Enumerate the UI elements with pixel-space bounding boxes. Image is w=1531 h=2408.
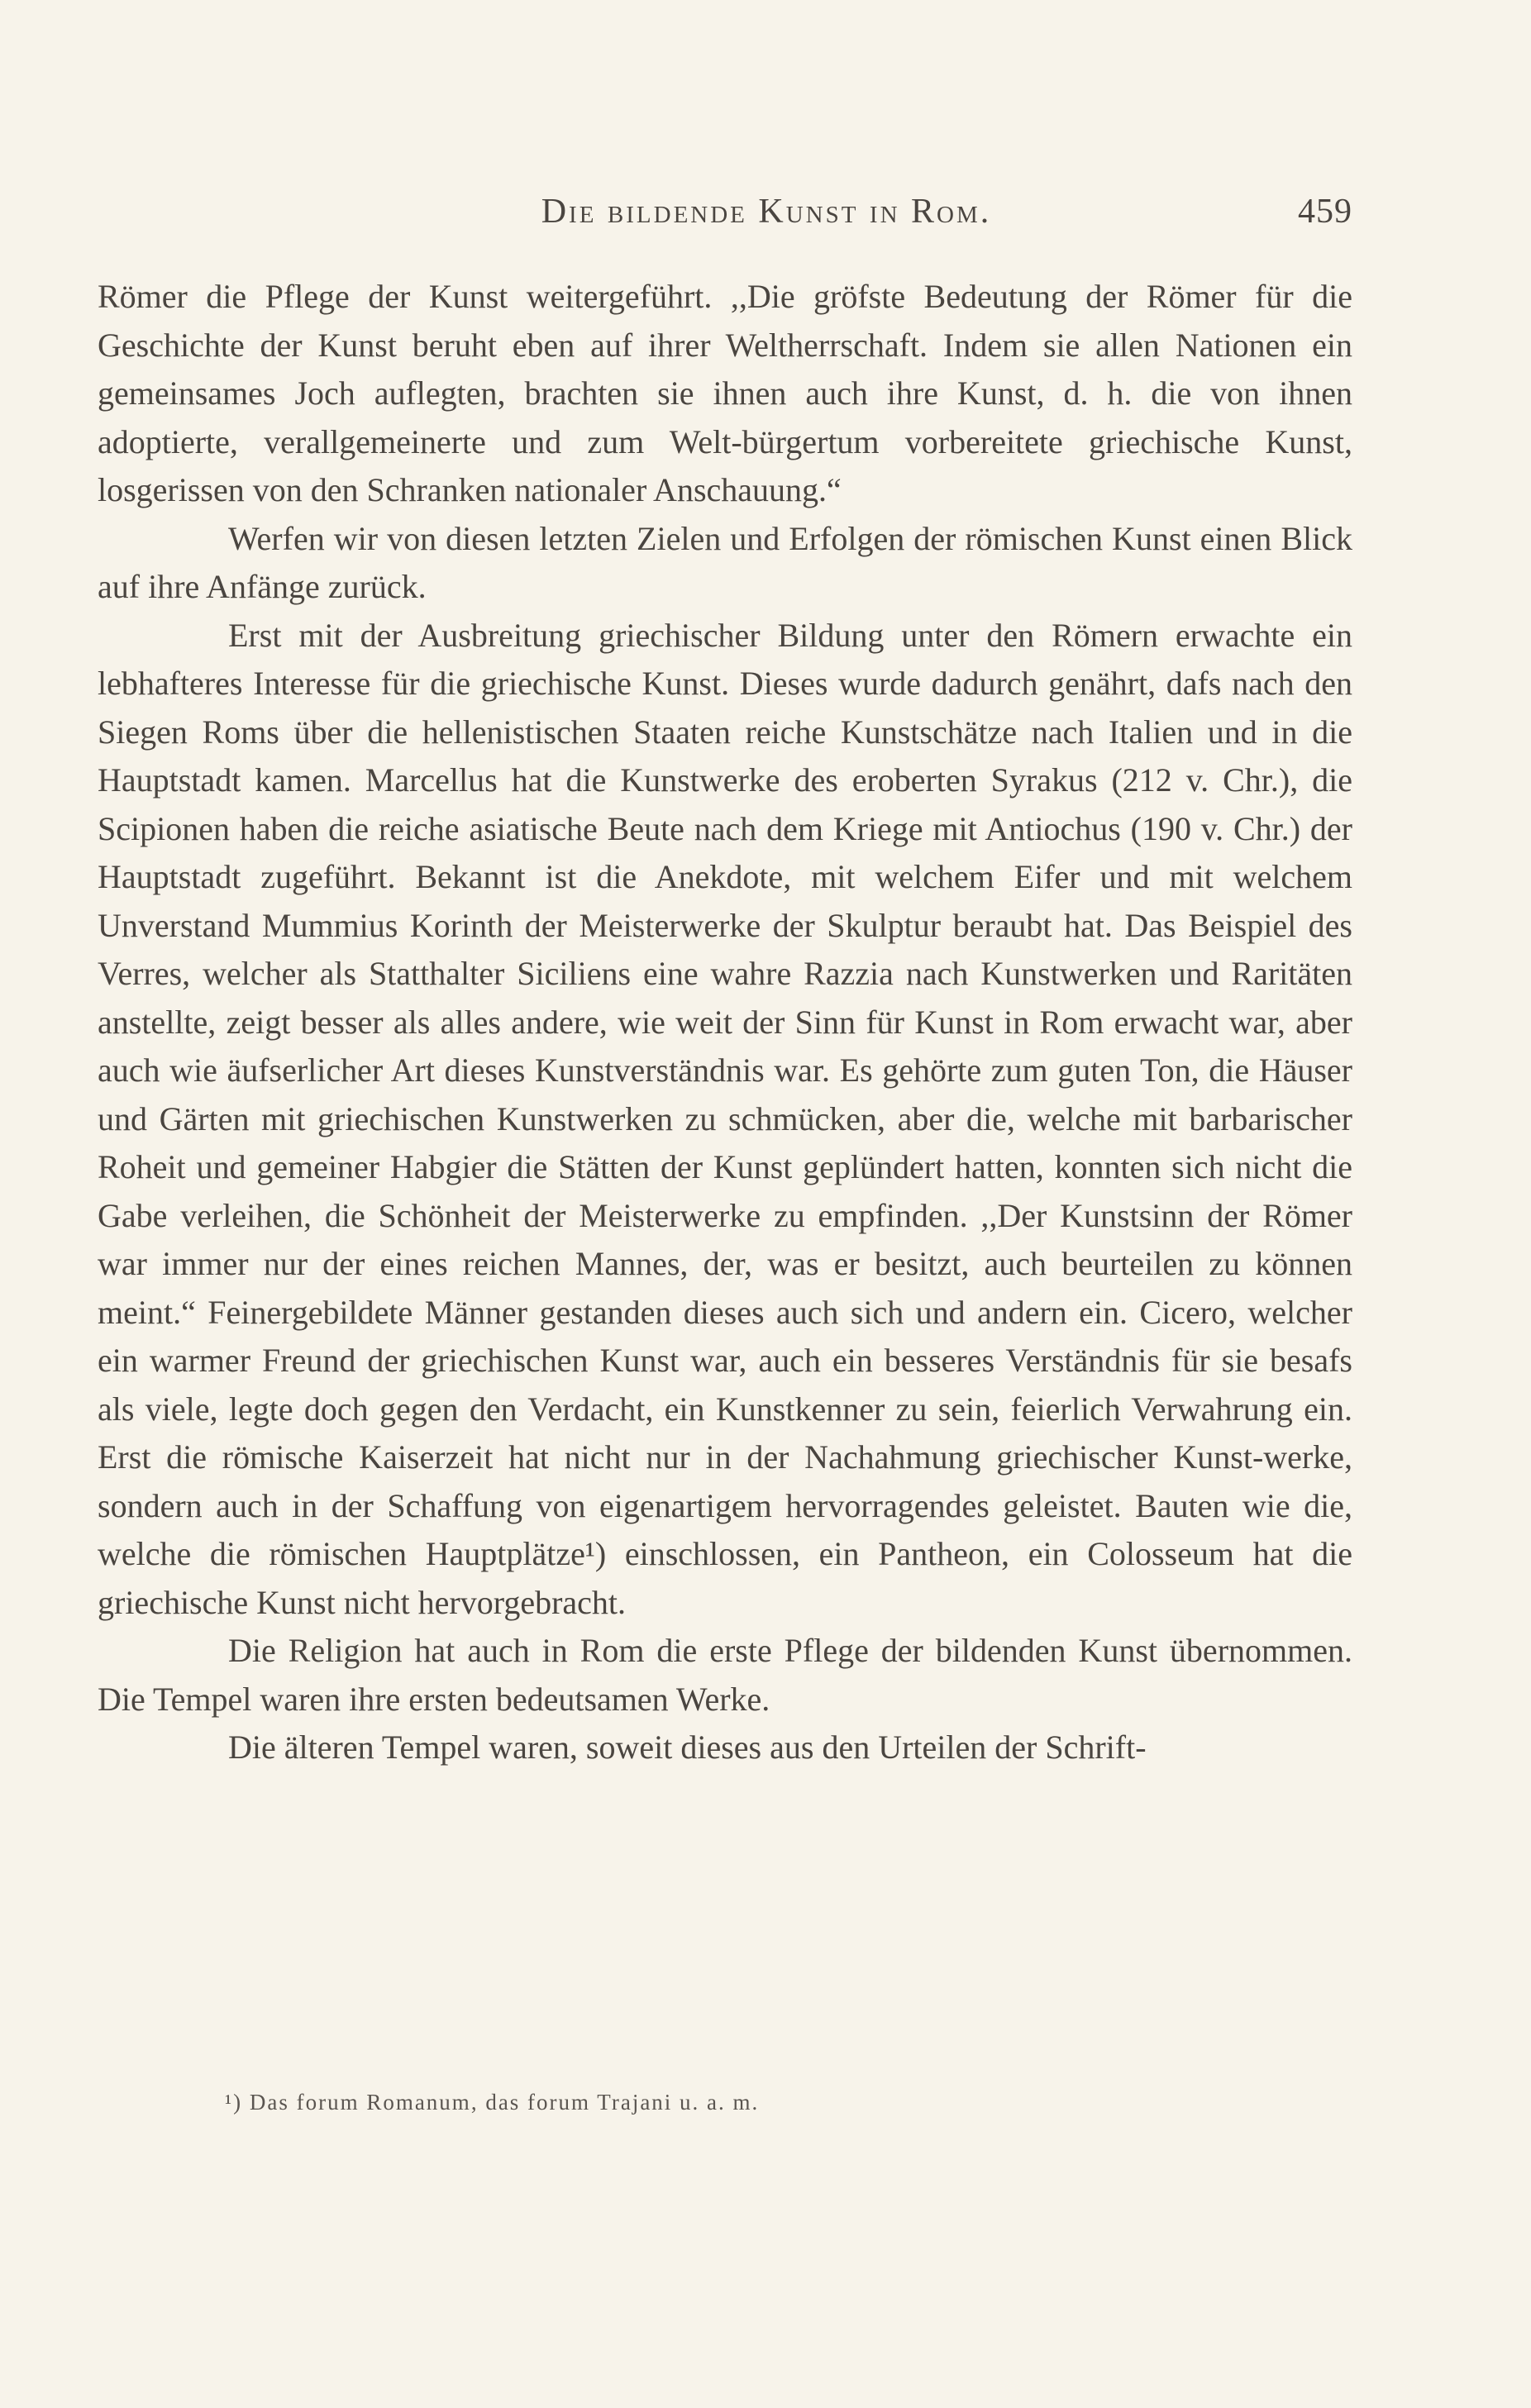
footnote [225, 2090, 759, 2115]
footnote-text: Das forum Romanum, das forum Trajani u. a. m. [249, 2090, 760, 2115]
paragraph-5: Die älteren Tempel waren, soweit dieses aus den Urteilen der Schrift- [228, 1729, 1147, 1766]
paragraph-2: Werfen wir von diesen letzten Zielen und Erfolgen der römischen Kunst einen Blick auf ihre Anfänge zurück. [98, 519, 1352, 605]
paragraph-3: Erst mit der Ausbreitung griechischer Bildung unter den Römern erwachte ein lebhafteres Interesse für die griechische Kunst. Dieses wurde dadurch genährt, dafs nach den Siegen Roms über die hellenistischen Staaten reiche Kunstschätze nach Italien und in die Hauptstadt kamen. Marcellus hat die Kunstwerke des eroberten Syrakus (212 v. Chr.), die Scipionen haben die reiche asiatische Beute nach dem Kriege mit Antiochus (190 v. Chr.) der Hauptstadt zugeführt. Bekannt ist die Anekdote, mit welchem Eifer und mit welchem Unverstand Mummius Korinth der Meisterwerke der Skulptur beraubt hat. Das Beispiel des Verres, welcher als Statthalter Siciliens eine wahre Razzia nach Kunstwerken und Raritäten anstellte, zeigt besser als alles andere, wie weit der Sinn für Kunst in Rom erwacht war, aber auch wie äufserlicher Art dieses Kunstverständnis war. Es gehörte zum guten Ton, die Häuser und Gärten mit griechischen Kunstwerken zu schmücken, aber die, welche mit barbarischer Roheit und gemeiner Habgier die Stätten der Kunst geplündert hatten, konnten sich nicht die Gabe verleihen, die Schönheit der Meisterwerke zu empfinden. ,,Der Kunstsinn der Römer war immer nur der eines reichen Mannes, der, was er besitzt, auch beurteilen zu können meint.“ Feinergebildete Männer gestanden dieses auch sich und andern ein. Cicero, welcher ein warmer Freund der griechischen Kunst war, auch ein besseres Verständnis für sie besafs als viele, legte doch gegen den Verdacht, ein Kunstkenner zu sein, feierlich Verwahrung ein. Erst die römische Kaiserzeit hat nicht nur in der Nachahmung griechischer Kunst-werke, sondern auch in der Schaffung von eigenartigem hervorragendes geleistet. Bauten wie die, welche die römischen Hauptplätze¹) einschlossen, ein Pantheon, ein Colosseum hat die griechische Kunst nicht hervorgebracht. [98, 616, 1352, 1621]
footnote-marker: ¹) [225, 2090, 243, 2115]
running-head [98, 192, 1352, 241]
body-text [98, 273, 1352, 1772]
paragraph-1: Römer die Pflege der Kunst weitergeführt. ,,Die gröfste Bedeutung der Römer für die Geschichte der Kunst beruht eben auf ihrer Weltherrschaft. Indem sie allen Nationen ein gemeinsames Joch auflegten, brachten sie ihnen auch ihre Kunst, d. h. die von ihnen adoptierte, verallgemeinerte und zum Welt-bürgertum vorbereitete griechische Kunst, losgerissen von den Schranken nationaler Anschauung.“ [98, 278, 1352, 508]
page-number: 459 [1298, 193, 1352, 231]
running-title: Die bildende Kunst in Rom. [541, 193, 992, 231]
paragraph-4: Die Religion hat auch in Rom die erste Pflege der bildenden Kunst übernommen. Die Tempel waren ihre ersten bedeutsamen Werke. [98, 1632, 1352, 1718]
